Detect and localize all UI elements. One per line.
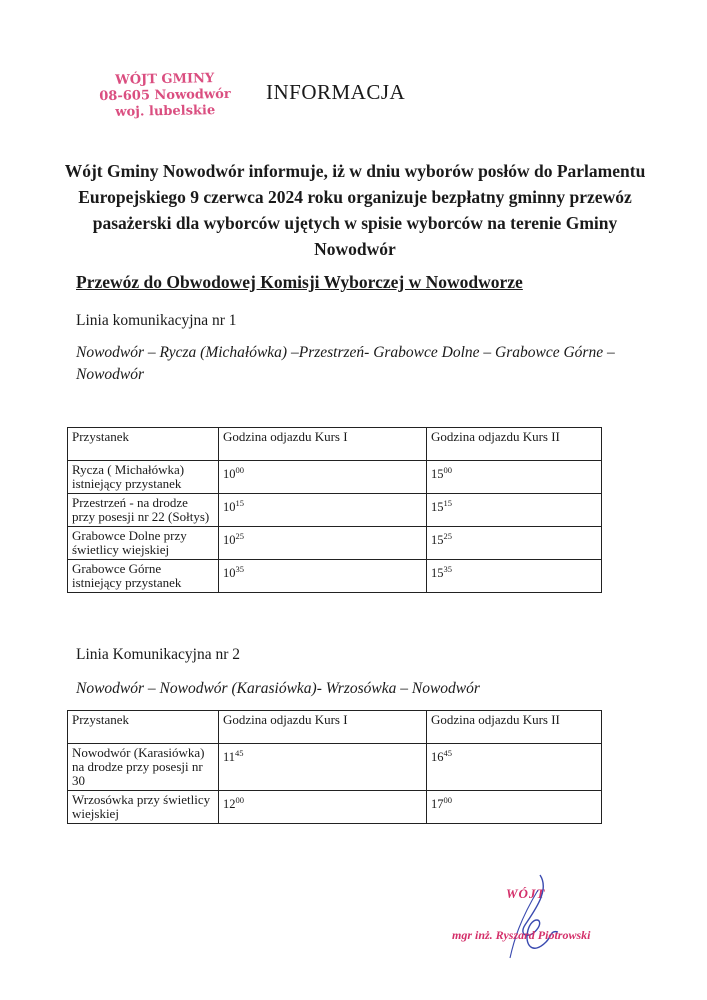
departure-course-1 — [219, 560, 427, 593]
departure-course-2 — [427, 791, 602, 824]
departure-course-2 — [427, 527, 602, 560]
departure-course-2 — [427, 461, 602, 494]
line-1-schedule-table — [67, 427, 602, 593]
handwritten-signature-icon — [480, 870, 590, 960]
minute: 25 — [235, 531, 244, 541]
minute: 00 — [235, 795, 244, 805]
table-row — [68, 494, 602, 527]
departure-course-1 — [219, 461, 427, 494]
minute: 00 — [443, 465, 452, 475]
departure-course-2 — [427, 560, 602, 593]
hour: 12 — [223, 797, 236, 811]
hour: 15 — [431, 566, 444, 580]
table-header-row — [68, 428, 602, 461]
departure-course-1 — [219, 791, 427, 824]
minute: 00 — [443, 795, 452, 805]
hour: 10 — [223, 566, 236, 580]
minute: 25 — [443, 531, 452, 541]
office-stamp — [90, 71, 241, 122]
stop-name: Przestrzeń - na drodze przy posesji nr 22 (Sołtys) — [68, 494, 219, 527]
signatory-name: mgr inż. Ryszard Piotrowski — [452, 928, 591, 942]
hour: 16 — [431, 750, 444, 764]
table-header-row — [68, 711, 602, 744]
hour: 17 — [431, 797, 444, 811]
minute: 45 — [235, 748, 244, 758]
minute: 00 — [235, 465, 244, 475]
line-2-schedule-table — [67, 710, 602, 824]
hour: 15 — [431, 533, 444, 547]
hour: 10 — [223, 500, 236, 514]
stamp-line-1: WÓJT GMINY — [115, 71, 215, 88]
minute: 35 — [443, 564, 452, 574]
stop-name: Grabowce Górne istniejący przystanek — [68, 560, 219, 593]
table-row — [68, 744, 602, 791]
header-course-1: Godzina odjazdu Kurs I — [219, 428, 427, 461]
minute: 15 — [235, 498, 244, 508]
header-stop: Przystanek — [68, 711, 219, 744]
document-title: INFORMACJA — [266, 80, 406, 104]
minute: 35 — [235, 564, 244, 574]
hour: 15 — [431, 467, 444, 481]
minute: 45 — [443, 748, 452, 758]
departure-course-1 — [219, 527, 427, 560]
departure-course-1 — [219, 494, 427, 527]
line-2-label: Linia Komunikacyjna nr 2 — [76, 646, 240, 663]
hour: 10 — [223, 467, 236, 481]
header-course-1: Godzina odjazdu Kurs I — [219, 711, 427, 744]
departure-course-2 — [427, 744, 602, 791]
minute: 15 — [443, 498, 452, 508]
table-row — [68, 527, 602, 560]
stop-name: Nowodwór (Karasiówka) na drodze przy posesji nr 30 — [68, 744, 219, 791]
table-row — [68, 791, 602, 824]
intro-paragraph: Wójt Gminy Nowodwór informuje, iż w dniu wyborów posłów do Parlamentu Europejskiego 9 czerwca 2024 roku organizuje bezpłatny gminny przewóz pasażerski dla wyborców ujętych w spisie wyborców na terenie Gminy Nowodwór — [64, 161, 646, 259]
section-heading: Przewóz do Obwodowej Komisji Wyborczej w Nowodworze — [76, 272, 523, 292]
stop-name: Rycza ( Michałówka) istniejący przystanek — [68, 461, 219, 494]
stop-name: Wrzosówka przy świetlicy wiejskiej — [68, 791, 219, 824]
line-1-route: Nowodwór – Rycza (Michałówka) –Przestrzeń- Grabowce Dolne – Grabowce Górne – Nowodwór — [76, 344, 615, 383]
stop-name: Grabowce Dolne przy świetlicy wiejskiej — [68, 527, 219, 560]
departure-course-1 — [219, 744, 427, 791]
hour: 15 — [431, 500, 444, 514]
signature-title: WÓJT — [506, 886, 546, 901]
header-course-2: Godzina odjazdu Kurs II — [427, 428, 602, 461]
line-1-label: Linia komunikacyjna nr 1 — [76, 312, 237, 329]
hour: 11 — [223, 750, 236, 764]
line-2-route: Nowodwór – Nowodwór (Karasiówka)- Wrzosówka – Nowodwór — [76, 680, 480, 697]
stamp-line-3: woj. lubelskie — [115, 103, 216, 120]
hour: 10 — [223, 533, 236, 547]
departure-course-2 — [427, 494, 602, 527]
table-row — [68, 560, 602, 593]
header-course-2: Godzina odjazdu Kurs II — [427, 711, 602, 744]
header-stop: Przystanek — [68, 428, 219, 461]
table-row — [68, 461, 602, 494]
stamp-line-2: 08-605 Nowodwór — [99, 86, 231, 105]
